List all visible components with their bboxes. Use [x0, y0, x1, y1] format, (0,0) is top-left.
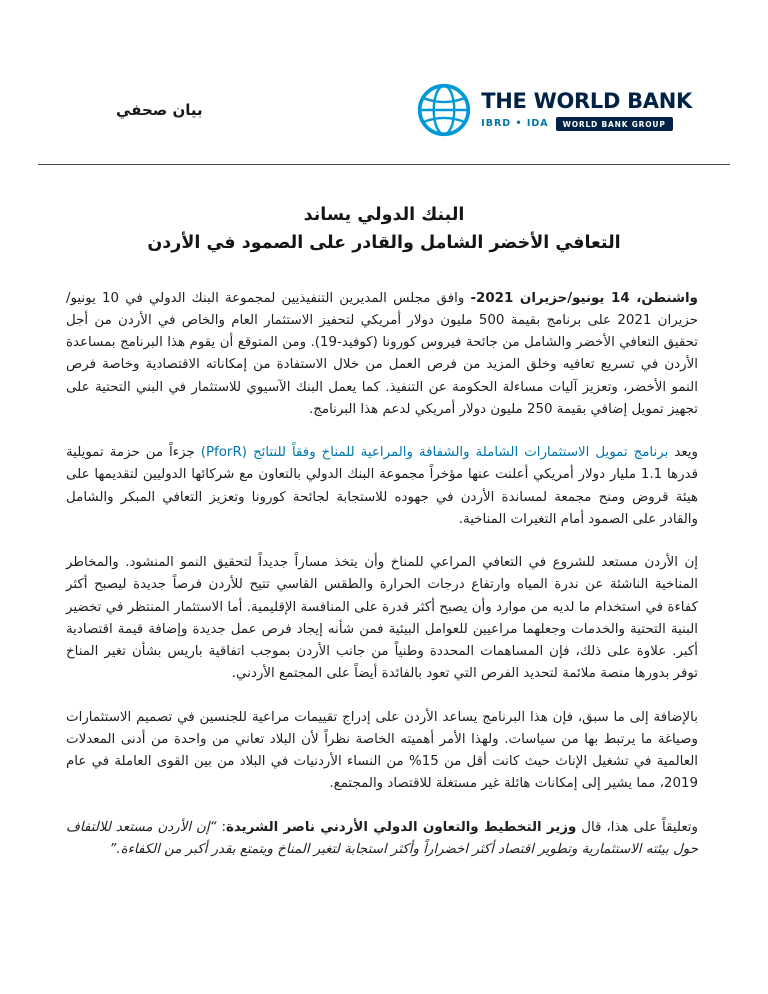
page-header — [0, 0, 768, 138]
logo-group-badge: WORLD BANK GROUP — [556, 117, 673, 131]
header-divider — [38, 164, 730, 165]
logo-subbrand-row — [481, 117, 692, 131]
minister-quote: “إن الأردن مستعد للالتفاف حول بيئته الاستثمارية وتطوير اقتصاد أكثر اخضراراً وأكثر استجابة لتغير المناخ ويتمتع بقدر أكبر من الكفاءة.” — [66, 819, 698, 857]
logo-text-block — [481, 89, 692, 130]
paragraph-2-rest: جزءاً من حزمة تمويلية قدرها 1.1 مليار دولار أمريكي أعلنت عنها مؤخراً مجموعة البنك الدولي بالتعاون مع شركائها الدوليين لتقديمها على هيئة قروض ومنح مجمعة لمساندة الأردن في جهوده للاستجابة لجائحة كورونا وتعزيز التعافي المبكر والشامل والقادر على الصمود أمام التغيرات المناخية. — [66, 445, 698, 527]
world-bank-logo — [416, 82, 692, 138]
paragraph-program — [66, 442, 698, 531]
paragraph-quote — [66, 817, 698, 862]
world-bank-globe-icon — [416, 82, 472, 138]
minister-name: وزير التخطيط والتعاون الدولي الأردني ناصر الشريدة — [225, 819, 577, 835]
press-release-label: بيان صحفي — [116, 101, 203, 119]
program-name-link[interactable]: برنامج تمويل الاستثمارات الشاملة والشفافة والمراعية للمناخ وفقاً للنتائج (PforR) — [200, 445, 669, 461]
paragraph-dateline — [66, 288, 698, 422]
title-line-2: التعافي الأخضر الشامل والقادر على الصمود في الأردن — [147, 233, 621, 254]
paragraph-climate: إن الأردن مستعد للشروع في التعافي المراعي للمناخ وأن يتخذ مساراً جديداً لتحقيق النمو المنشود. والمخاطر المناخية الناشئة عن ندرة المياه وارتفاع درجات الحرارة والطقس القاسي تتيح للأردن فرصاً جديدة ليصبح أكثر كفاءة في استخدام ما لديه من موارد وأن يصبح أكثر قدرة على المنافسة الإقليمية. أما الاستثمار المنتظر في تخضير البنية التحتية والخدمات وجعلهما مراعيين للعوامل البيئية فمن شأنه إيجاد فرص عمل جديدة وإضافة قيمة اقتصادية أكبر. علاوة على ذلك، فإن المساهمات المحددة وطنياً من جانب الأردن بموجب اتفاقية باريس بشأن تغير المناخ توفر بدورها منصة ملائمة لتحديد الفرص التي تعود بالفائدة أيضاً على المجتمع الأردني. — [66, 555, 698, 682]
logo-brand-name: THE WORLD BANK — [481, 89, 692, 114]
paragraph-2-prefix: ويعد — [668, 445, 698, 461]
document-body — [66, 288, 698, 862]
dateline-bold: واشنطن، 14 يونيو/حزيران 2021- — [470, 290, 698, 306]
paragraph-5-prefix: وتعليقاً على هذا، قال — [576, 819, 698, 835]
quote-colon: : — [216, 819, 226, 835]
title-line-1: البنك الدولي يساند — [303, 205, 465, 225]
paragraph-gender: بالإضافة إلى ما سبق، فإن هذا البرنامج يساعد الأردن على إدراج تقييمات مراعية للجنسين في تصميم الاستثمارات وصياغة ما يرتبط بها من سياسات. ولهذا الأمر أهميته الخاصة نظراً لأن البلاد تعاني من واحدة من أدنى المعدلات العالمية في تشغيل الإناث حيث كانت أقل من 15% من النساء الأردنيات في البلاد من بين القوى العاملة في عام 2019، مما يشير إلى إمكانات هائلة غير مستغلة للاقتصاد والمجتمع. — [66, 709, 698, 792]
paragraph-1-text: وافق مجلس المديرين التنفيذيين لمجموعة البنك الدولي في 10 يونيو/حزيران 2021 على برنامج بقيمة 500 مليون دولار أمريكي لتحفيز الاستثمار العام والخاص في الأردن من أجل تحقيق التعافي الأخضر والشامل من جائحة فيروس كورونا (كوفيد-19). ومن المتوقع أن يقوم هذا البرنامج بمساعدة الأردن في تسريع تعافيه وخلق المزيد من فرص العمل من خلال الاستفادة من إمكاناته الاقتصادية وخاصة فرص النمو الأخضر، وتعزيز آليات مساءلة الحكومة عن التنفيذ. كما يعمل البنك الآسيوي للاستثمار في البني التحتية على تجهيز تمويل إضافي بقيمة 250 مليون دولار أمريكي لدعم هذا البرنامج. — [66, 290, 699, 417]
logo-sub-brand: IBRD • IDA — [481, 118, 549, 130]
document-title — [0, 201, 768, 258]
